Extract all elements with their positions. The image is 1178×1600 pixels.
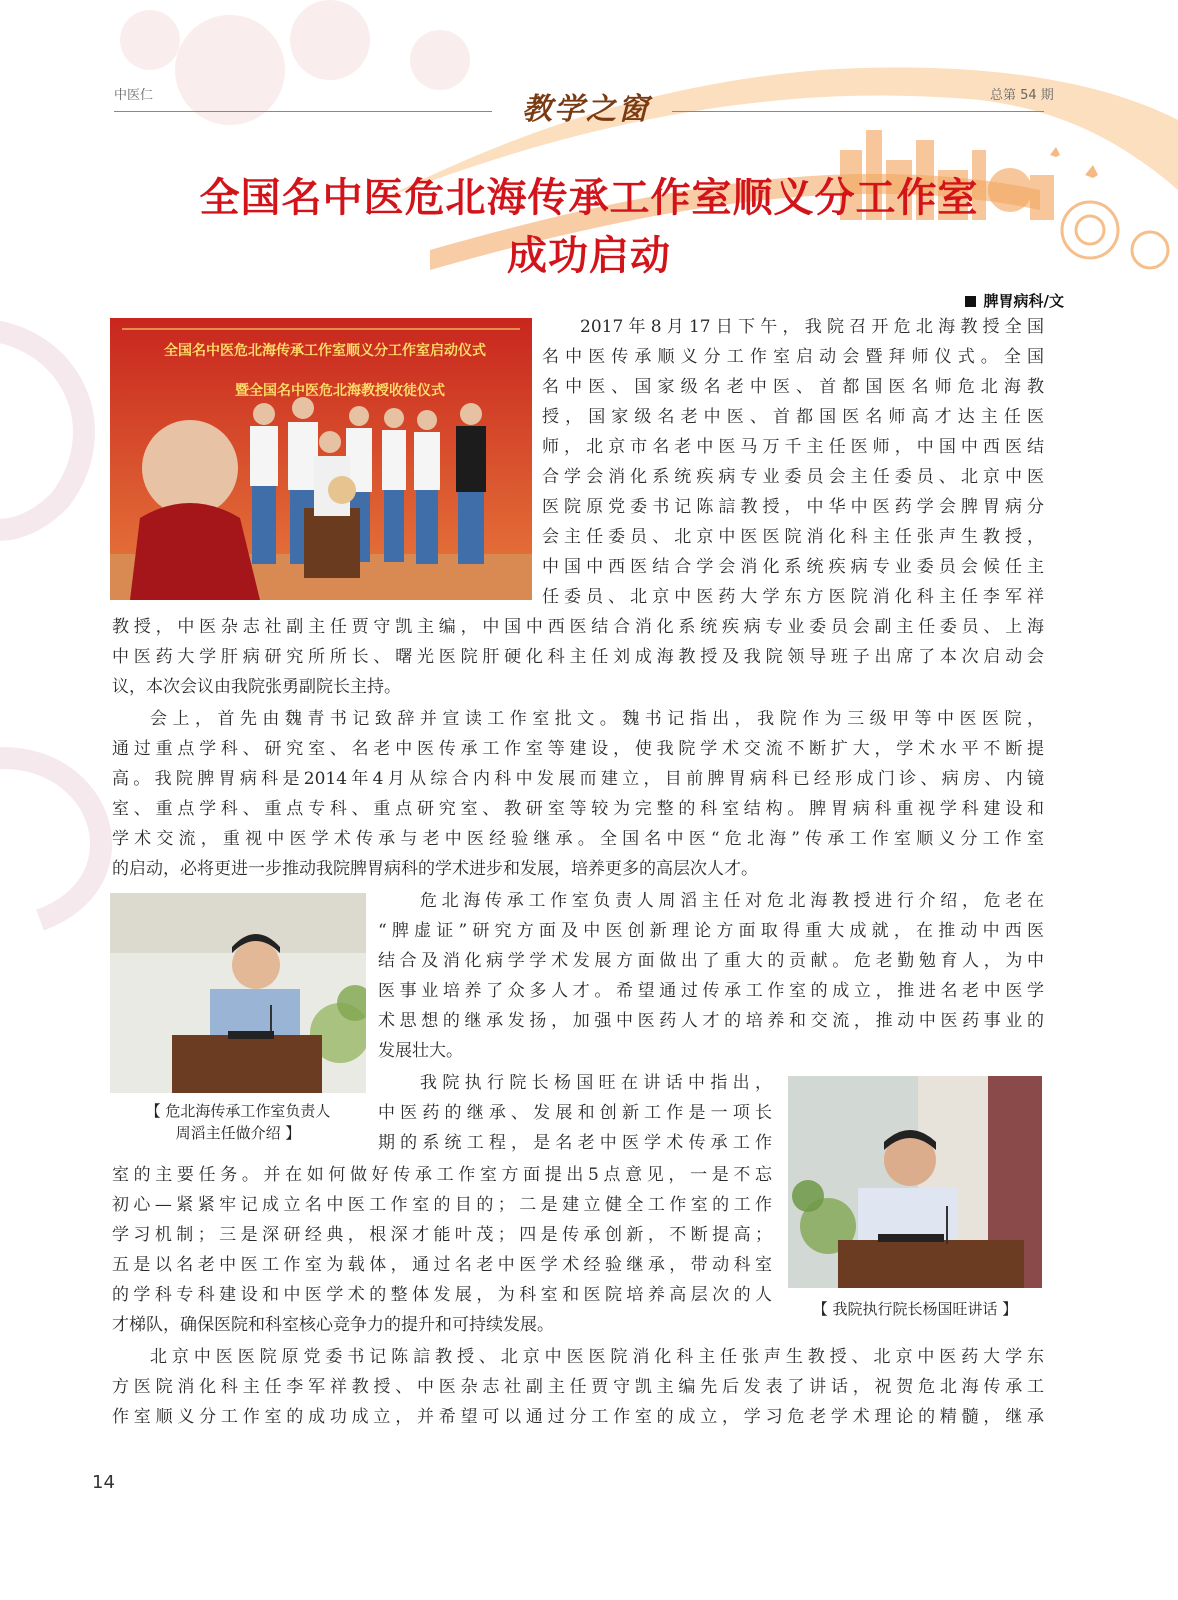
banner-line1: 全国名中医危北海传承工作室顺义分工作室启动仪式 [164,343,486,359]
text-line: 任委员、北京中医药大学东方医院消化科主任李军祥 [542,587,1044,607]
text-line: 名中医传承顺义分工作室启动会暨拜师仪式。全国 [542,347,1044,367]
text-line: 授，国家级名老中医、首都国医名师高才达主任医 [542,407,1044,427]
text-line: 学术交流，重视中医学术传承与老中医经验继承。全国名中医“危北海”传承工作室顺义分工作室 [112,829,1044,849]
header-rule-right [672,111,1044,112]
speaker-photo-yang [788,1076,1042,1288]
square-bullet-icon [965,296,976,307]
text-line: 我院执行院长杨国旺在讲话中指出， [420,1073,772,1093]
ceremony-photo-illustration [110,318,532,600]
caption-zhou-line1: 【 危北海传承工作室负责人 [145,1102,331,1120]
text-line: 危北海传承工作室负责人周滔主任对危北海教授进行介绍，危老在 [420,891,1044,911]
issue-number: 总第 54 期 [990,88,1054,103]
speaker-photo-zhou [110,893,366,1093]
text-line: 的学科专科建设和中医学术的整体发展，为科室和医院培养高层次的人 [112,1285,772,1305]
text-line: 术思想的继承发扬，加强中医药人才的培养和交流，推动中医药事业的 [378,1011,1044,1031]
text-line: 学习机制；三是深研经典，根深才能叶茂；四是传承创新，不断提高； [112,1225,772,1245]
text-line: 医院原党委书记陈誩教授，中华中医药学会脾胃病分 [542,497,1044,517]
text-line: 高。我院脾胃病科是2014年4月从综合内科中发展而建立，目前脾胃病科已经形成门诊、病房、内镜 [112,769,1044,789]
text-line: 会主任委员、北京中医医院消化科主任张声生教授， [542,527,1044,547]
text-line: 方医院消化科主任李军祥教授、中医杂志社副主任贾守凯主编先后发表了讲话，祝贺危北海传承工 [112,1377,1044,1397]
text-line: 通过重点学科、研究室、名老中医传承工作室等建设，使我院学术交流不断扩大，学术水平不断提 [112,739,1044,759]
banner-line2: 暨全国名中医危北海教授收徒仪式 [235,383,445,399]
article-title-line2: 成功启动 [507,233,671,279]
magazine-name: 中医仁 [114,88,154,103]
byline [965,290,1064,311]
text-line: 2017年8月17日下午，我院召开危北海教授全国 [580,317,1044,337]
text-line: 室、重点学科、重点专科、重点研究室、教研室等较为完整的科室结构。脾胃病科重视学科建设和 [112,799,1044,819]
text-line: 会上，首先由魏青书记致辞并宣读工作室批文。魏书记指出，我院作为三级甲等中医医院， [150,709,1044,729]
text-line: 的启动，必将更进一步推动我院脾胃病科的学术进步和发展，培养更多的高层次人才。 [112,859,758,879]
article-title-line1: 全国名中医危北海传承工作室顺义分工作室 [199,175,979,221]
text-line: 中国中西医结合学会消化系统疾病专业委员会候任主 [542,557,1044,577]
text-line: 合学会消化系统疾病专业委员会主任委员、北京中医 [542,467,1044,487]
section-title: 教学之窗 [522,92,650,127]
text-line: 五是以名老中医工作室为载体，通过名老中医学术经验继承，带动科室 [112,1255,772,1275]
byline-text: 脾胃病科/文 [983,292,1064,310]
text-line: 作室顺义分工作室的成功成立，并希望可以通过分工作室的成立，学习危老学术理论的精髓，继承 [112,1407,1044,1427]
caption-zhou [110,1100,366,1144]
text-line: 结合及消化病学学术发展方面做出了重大的贡献。危老勤勉育人，为中 [378,951,1044,971]
text-line: 中医药大学肝病研究所所长、曙光医院肝硬化科主任刘成海教授及我院领导班子出席了本次启动会 [112,647,1044,667]
text-line: 期的系统工程，是名老中医学术传承工作 [378,1133,772,1153]
speaker-photo-illustration [110,893,366,1093]
text-line: 北京中医医院原党委书记陈誩教授、北京中医医院消化科主任张声生教授、北京中医药大学东 [150,1347,1044,1367]
text-line: 发展壮大。 [378,1041,463,1061]
speaker-photo-yang-illustration [788,1076,1042,1288]
text-line: 名中医、国家级名老中医、首都国医名师危北海教 [542,377,1044,397]
caption-yang: 【 我院执行院长杨国旺讲话 】 [812,1300,1018,1318]
ceremony-group-photo [110,318,532,600]
text-line: 师，北京市名老中医马万千主任医师，中国中西医结 [542,437,1044,457]
text-line: 议，本次会议由我院张勇副院长主持。 [112,677,401,697]
text-line: 室的主要任务。并在如何做好传承工作室方面提出5点意见，一是不忘 [112,1165,772,1185]
text-line: 医事业培养了众多人才。希望通过传承工作室的成立，推进名老中医学 [378,981,1044,1001]
text-line: “脾虚证”研究方面及中医创新理论方面取得重大成就，在推动中西医 [378,921,1044,941]
header-rule-left [114,111,492,112]
caption-zhou-line2: 周滔主任做介绍 】 [175,1124,301,1142]
page-number: 14 [92,1472,115,1493]
text-line: 中医药的继承、发展和创新工作是一项长 [378,1103,772,1123]
text-line: 教授，中医杂志社副主任贾守凯主编，中国中西医结合消化系统疾病专业委员会副主任委员、上海 [112,617,1044,637]
text-line: 才梯队，确保医院和科室核心竞争力的提升和可持续发展。 [112,1315,554,1335]
text-line: 初心—紧紧牢记成立名中医工作室的目的；二是建立健全工作室的工作 [112,1195,772,1215]
